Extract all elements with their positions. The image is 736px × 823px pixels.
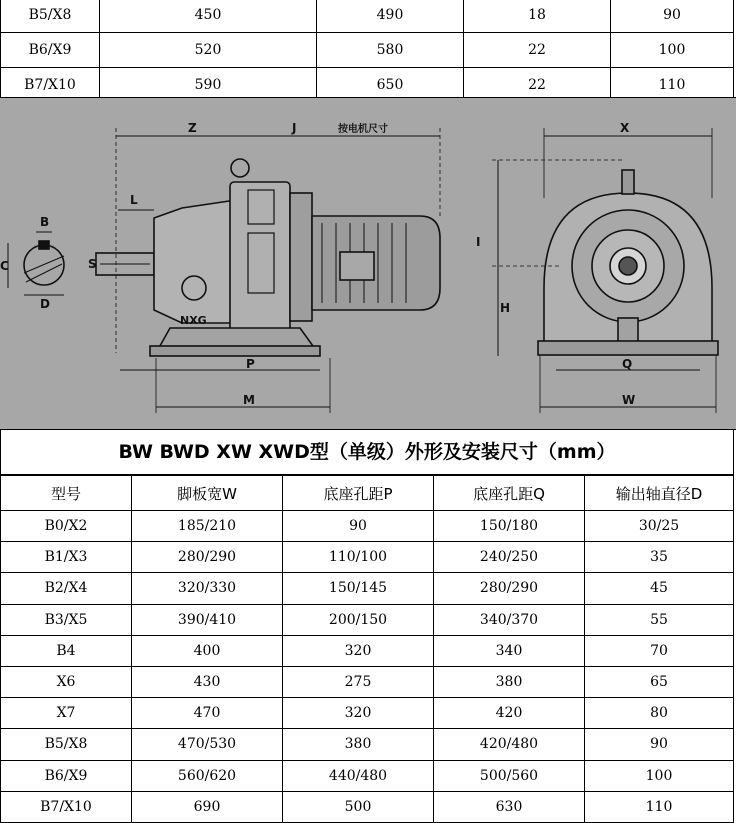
label-p: P (246, 357, 255, 371)
table-cell: 100 (585, 760, 734, 791)
side-base-shape (538, 341, 718, 355)
table-row (1, 666, 734, 697)
label-i: I (476, 235, 481, 249)
dimension-table (0, 475, 734, 823)
table-cell: 630 (434, 791, 585, 822)
label-s: S (88, 257, 97, 271)
table-cell: 18 (464, 0, 611, 33)
table-row (1, 33, 734, 68)
table-cell: 380 (283, 729, 434, 760)
table-cell: 22 (464, 33, 611, 68)
table-cell: 650 (317, 68, 464, 103)
terminal-box-shape (340, 252, 374, 280)
table-row (1, 698, 734, 729)
table-cell: 420/480 (434, 729, 585, 760)
table-cell: 275 (283, 666, 434, 697)
table-header-row (1, 476, 734, 511)
table-cell: 280/290 (132, 542, 283, 573)
label-l: L (130, 193, 138, 207)
label-w: W (622, 393, 636, 407)
motor-flange-shape (290, 193, 312, 321)
table-cell: 35 (585, 542, 734, 573)
table-cell: 110/100 (283, 542, 434, 573)
table-row (1, 542, 734, 573)
table-cell: 240/250 (434, 542, 585, 573)
reducer-dimension-drawing (0, 97, 736, 430)
table-row (1, 760, 734, 791)
table-cell: 90 (283, 511, 434, 542)
table-cell: B6/X9 (1, 33, 100, 68)
table-cell: 22 (464, 68, 611, 103)
table-cell: 560/620 (132, 760, 283, 791)
table-cell: B0/X2 (1, 511, 132, 542)
table-cell: 340/370 (434, 604, 585, 635)
table-cell: 30/25 (585, 511, 734, 542)
table-cell: 320 (283, 635, 434, 666)
table-cell: 380 (434, 666, 585, 697)
table-cell: 490 (317, 0, 464, 33)
table-cell: 580 (317, 33, 464, 68)
table-cell: 520 (100, 33, 317, 68)
column-header: 底座孔距P (283, 476, 434, 511)
label-h: H (500, 301, 511, 315)
table-row (1, 729, 734, 760)
label-c: C (0, 259, 9, 273)
table-cell: 70 (585, 635, 734, 666)
table-cell: B5/X8 (1, 729, 132, 760)
column-header: 脚板宽W (132, 476, 283, 511)
table-row (1, 604, 734, 635)
table-cell: 690 (132, 791, 283, 822)
lifting-ring-shape (231, 159, 249, 177)
label-m: M (243, 393, 255, 407)
reducer-housing-shape (154, 200, 236, 323)
table-cell: 150/145 (283, 573, 434, 604)
table-cell: 420 (434, 698, 585, 729)
column-header: 底座孔距Q (434, 476, 585, 511)
table-cell: 320/330 (132, 573, 283, 604)
label-nxg: NXG (180, 314, 207, 327)
table-cell: B3/X5 (1, 604, 132, 635)
label-q: Q (622, 357, 633, 371)
table-cell: 340 (434, 635, 585, 666)
table-cell: 470/530 (132, 729, 283, 760)
table-row (1, 791, 734, 822)
label-motor-note: 按电机尺寸 (338, 124, 388, 135)
table-cell: 185/210 (132, 511, 283, 542)
cycloid-body-shape (230, 182, 290, 332)
table-cell: 390/410 (132, 604, 283, 635)
table-cell: 280/290 (434, 573, 585, 604)
table-cell: X7 (1, 698, 132, 729)
table-cell: 400 (132, 635, 283, 666)
table-cell: 110 (611, 68, 734, 103)
shaft-hatch-shape (24, 256, 64, 282)
table-cell: B5/X8 (1, 0, 100, 33)
label-d: D (40, 297, 50, 311)
table-cell: B1/X3 (1, 542, 132, 573)
table-cell: 90 (585, 729, 734, 760)
table-row (1, 0, 734, 33)
table-cell: 430 (132, 666, 283, 697)
drawing-canvas (0, 98, 736, 429)
table-cell: B2/X4 (1, 573, 132, 604)
table-cell: 80 (585, 698, 734, 729)
table-cell: 65 (585, 666, 734, 697)
table-cell: B7/X10 (1, 68, 100, 103)
table-cell: 100 (611, 33, 734, 68)
table-cell: B6/X9 (1, 760, 132, 791)
column-header: 输出轴直径D (585, 476, 734, 511)
table-cell: 90 (611, 0, 734, 33)
label-b: B (40, 215, 50, 229)
table-cell: 500/560 (434, 760, 585, 791)
table-cell: 200/150 (283, 604, 434, 635)
table-row (1, 635, 734, 666)
table-row (1, 573, 734, 604)
table-cell: 500 (283, 791, 434, 822)
table-cell: 150/180 (434, 511, 585, 542)
table-cell: 470 (132, 698, 283, 729)
label-j: J (292, 121, 297, 135)
table-cell: 55 (585, 604, 734, 635)
table-cell: 110 (585, 791, 734, 822)
table-cell: 440/480 (283, 760, 434, 791)
table-cell: B7/X10 (1, 791, 132, 822)
table-row (1, 511, 734, 542)
table-cell: 320 (283, 698, 434, 729)
table-cell: 45 (585, 573, 734, 604)
table-cell: X6 (1, 666, 132, 697)
shaft-key-shape (39, 241, 49, 249)
table-cell: B4 (1, 635, 132, 666)
table-title: BW BWD XW XWD型（单级）外形及安装尺寸（mm） (0, 430, 734, 475)
table-cell: 590 (100, 68, 317, 103)
table-cell: 450 (100, 0, 317, 33)
column-header: 型号 (1, 476, 132, 511)
label-z: Z (188, 121, 197, 135)
top-dimension-table (0, 0, 734, 103)
motor-body-shape (312, 216, 440, 310)
label-x: X (620, 121, 630, 135)
